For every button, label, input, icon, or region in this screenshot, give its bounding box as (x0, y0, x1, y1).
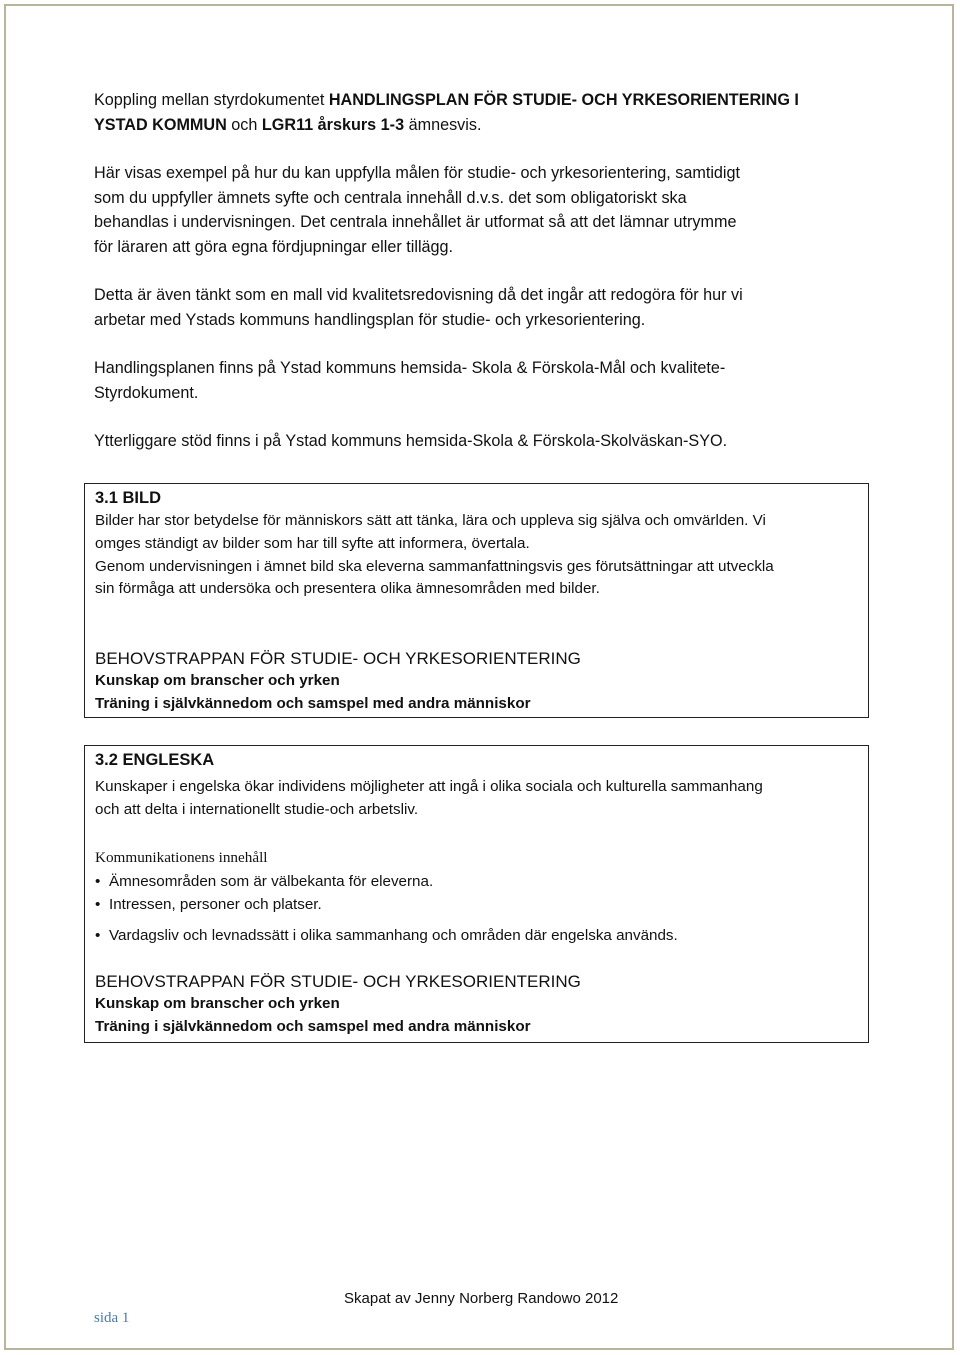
section-bild-line: sin förmåga att undersöka och presentera olika ämnesområden med bilder. (95, 580, 600, 598)
intro-p4-line: Styrdokument. (94, 383, 199, 402)
section-bild-title: 3.1 BILD (95, 489, 162, 507)
intro-p1-bold-lgr: LGR11 årskurs 1-3 (261, 115, 405, 134)
intro-p2-line: som du uppfyller ämnets syfte och centrala innehåll d.v.s. det som obligatoriskt ska (94, 188, 687, 207)
list-item: • Ämnesområden som är välbekanta för eleverna. (95, 871, 868, 894)
section-engelska-line: och att delta i internationellt studie-och arbetsliv. (95, 800, 419, 818)
intro-p2-line: behandlas i undervisningen. Det centrala innehållet är utformat så att det lämnar utrymme (94, 213, 737, 231)
section-engelska-line: Kunskaper i engelska ökar individens möjligheter att ingå i olika sociala och kulturella sammanhang (95, 778, 763, 795)
intro-paragraph-4 (94, 356, 884, 405)
list-item: • Vardagsliv och levnadssätt i olika sammanhang och områden där engelska används. (95, 925, 868, 948)
intro-p1-bold-kommun: YSTAD KOMMUN (94, 115, 227, 134)
behovstrappan-item: Kunskap om branscher och yrken (95, 672, 340, 690)
page-number: sida 1 (94, 1310, 130, 1326)
section-bild-line: Bilder har stor betydelse för människors sätt att tänka, lära och uppleva sig själva och omvärlden. Vi (95, 512, 766, 529)
intro-paragraph-5 (94, 429, 884, 454)
intro-text (94, 88, 884, 454)
behovstrappan-item: Träning i självkännedom och samspel med andra människor (95, 1017, 531, 1035)
section-bild-line: omges ständigt av bilder som har till syfte att informera, övertala. (95, 534, 530, 552)
footer-credit: Skapat av Jenny Norberg Randowo 2012 (344, 1290, 619, 1307)
intro-p2-line: för läraren att göra egna fördjupningar eller tillägg. (94, 237, 454, 256)
section-engelska-subheading: Kommunikationens innehåll (95, 848, 268, 866)
intro-p1-prefix: Koppling mellan styrdokumentet (94, 91, 329, 109)
intro-p1-bold-plan: HANDLINGSPLAN FÖR STUDIE- OCH YRKESORIENTERING I (328, 91, 799, 109)
intro-p3-line: Detta är även tänkt som en mall vid kvalitetsredovisning då det ingår att redogöra för hur vi (94, 286, 743, 304)
behovstrappan-title: BEHOVSTRAPPAN FÖR STUDIE- OCH YRKESORIENTERING (95, 971, 581, 991)
section-engelska-box (84, 745, 869, 1043)
intro-p2-line: Här visas exempel på hur du kan uppfylla målen för studie- och yrkesorientering, samtidigt (94, 164, 741, 182)
section-bild-line: Genom undervisningen i ämnet bild ska eleverna sammanfattningsvis ges förutsättningar att utveckla (95, 557, 774, 575)
intro-p3-line: arbetar med Ystads kommuns handlingsplan för studie- och yrkesorientering. (94, 310, 646, 329)
behovstrappan-item: Träning i självkännedom och samspel med andra människor (95, 694, 531, 712)
behovstrappan-title: BEHOVSTRAPPAN FÖR STUDIE- OCH YRKESORIENTERING (95, 649, 581, 669)
list-item: • Intressen, personer och platser. (95, 894, 868, 917)
intro-p1-mid: och (226, 115, 262, 134)
intro-p4-line: Handlingsplanen finns på Ystad kommuns hemsida- Skola & Förskola-Mål och kvalitete- (94, 359, 726, 377)
section-bild-box (84, 483, 869, 718)
section-engelska-title: 3.2 ENGLESKA (95, 751, 215, 769)
intro-paragraph-2 (94, 161, 884, 259)
behovstrappan-item: Kunskap om branscher och yrken (95, 994, 340, 1012)
intro-p1-suffix: ämnesvis. (404, 115, 482, 134)
intro-paragraph-3 (94, 283, 884, 332)
intro-paragraph-1 (94, 88, 884, 137)
intro-p5-line: Ytterliggare stöd finns i på Ystad kommuns hemsida-Skola & Förskola-Skolväskan-SYO. (94, 432, 728, 450)
